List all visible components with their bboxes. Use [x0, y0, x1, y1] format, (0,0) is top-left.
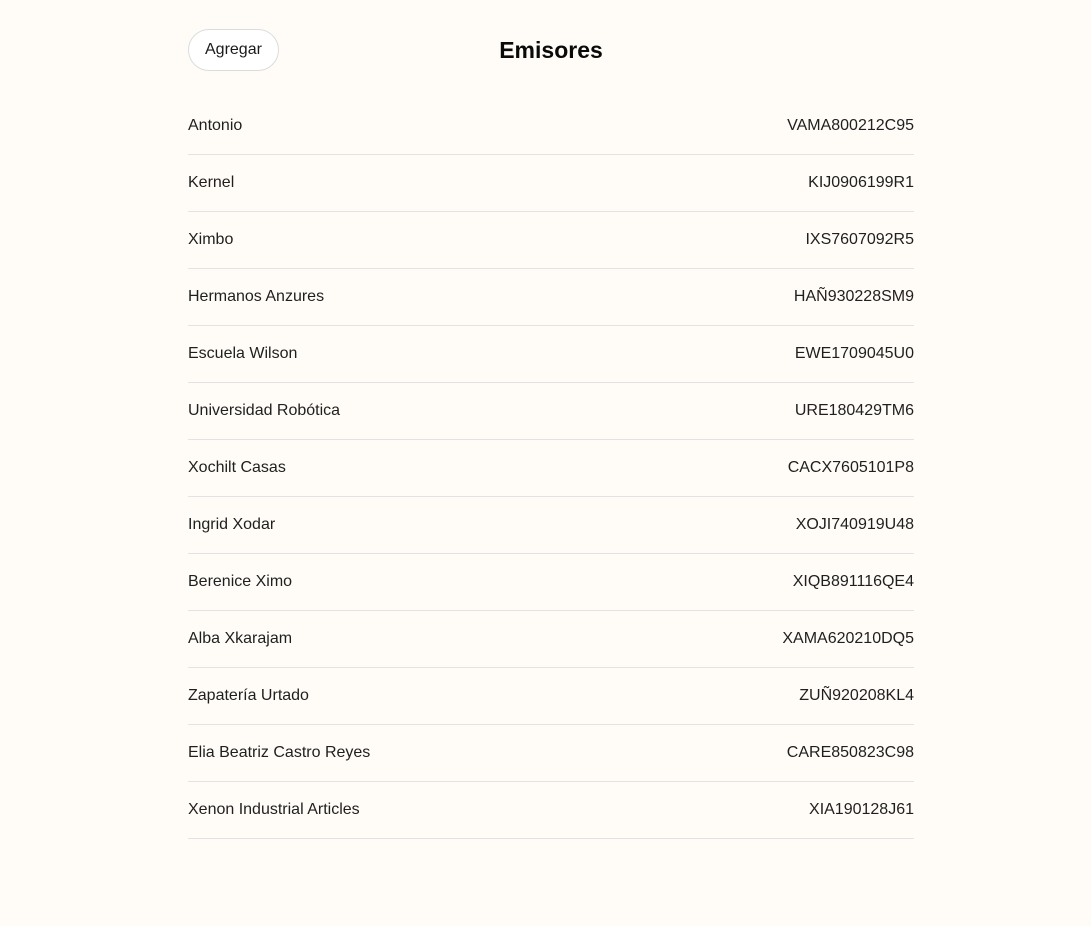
emisor-rfc: XIA190128J61: [809, 801, 914, 818]
emisor-rfc: XAMA620210DQ5: [782, 630, 914, 647]
list-item[interactable]: [188, 155, 914, 212]
list-item[interactable]: [188, 326, 914, 383]
emisor-name: Ximbo: [188, 231, 234, 248]
emisor-name: Alba Xkarajam: [188, 630, 293, 647]
emisor-rfc: HAÑ930228SM9: [793, 288, 914, 305]
emisor-rfc: CARE850823C98: [786, 744, 914, 761]
list-item[interactable]: [188, 440, 914, 497]
main-content: [188, 0, 914, 818]
emisor-name: Antonio: [188, 117, 243, 134]
emisor-rfc: URE180429TM6: [794, 402, 914, 419]
emisor-rfc: KIJ0906199R1: [808, 174, 914, 191]
emisor-name: Ingrid Xodar: [188, 516, 276, 533]
emisor-name: Zapatería Urtado: [188, 687, 309, 704]
list-item[interactable]: [188, 668, 914, 725]
list-item[interactable]: [188, 269, 914, 326]
emisor-name: Elia Beatriz Castro Reyes: [188, 744, 371, 761]
emisor-rfc: CACX7605101P8: [787, 459, 914, 476]
list-item[interactable]: [188, 554, 914, 611]
emisor-name: Hermanos Anzures: [188, 288, 325, 305]
list-item[interactable]: [188, 725, 914, 782]
list-item[interactable]: [188, 383, 914, 440]
header: [188, 0, 914, 100]
emisor-rfc: EWE1709045U0: [794, 345, 914, 362]
list-item[interactable]: [188, 98, 914, 155]
emisor-name: Berenice Ximo: [188, 573, 293, 590]
emisor-name: Universidad Robótica: [188, 402, 341, 419]
page-title: Emisores: [499, 37, 603, 63]
emisor-rfc: ZUÑ920208KL4: [799, 687, 914, 704]
emisor-rfc: XIQB891116QE4: [792, 573, 914, 590]
list-item[interactable]: [188, 212, 914, 269]
list-item[interactable]: [188, 497, 914, 554]
list-item[interactable]: [188, 782, 914, 839]
list-item[interactable]: [188, 611, 914, 668]
emisor-name: Escuela Wilson: [188, 345, 298, 362]
emisor-name: Xenon Industrial Articles: [188, 801, 360, 818]
emisor-rfc: IXS7607092R5: [805, 231, 914, 248]
emisor-name: Kernel: [188, 174, 235, 191]
emisores-list: [188, 98, 914, 839]
emisor-name: Xochilt Casas: [188, 459, 286, 476]
emisor-rfc: VAMA800212C95: [787, 117, 914, 134]
emisor-rfc: XOJI740919U48: [795, 516, 914, 533]
add-button[interactable]: Agregar: [188, 29, 279, 71]
